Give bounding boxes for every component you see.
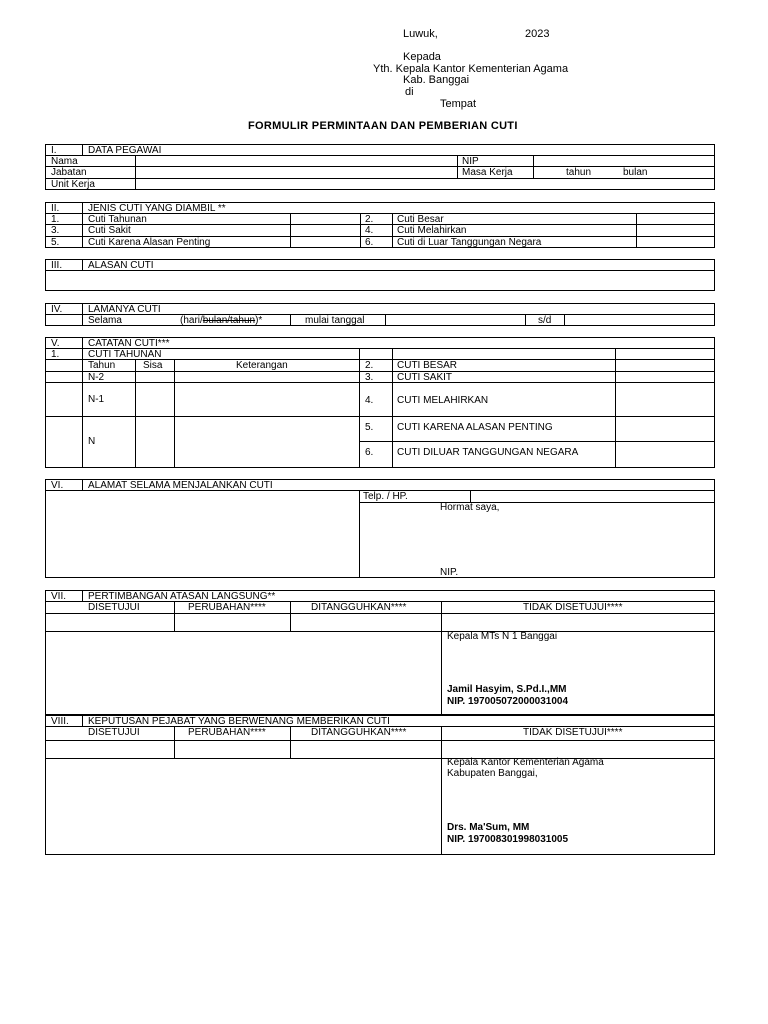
label-selama: Selama: [88, 315, 122, 326]
leave-type-label: Cuti Besar: [397, 214, 444, 225]
section-3-number: III.: [51, 260, 63, 271]
section-7-heading: PERTIMBANGAN ATASAN LANGSUNG**: [88, 591, 276, 602]
label-nama: Nama: [51, 156, 78, 167]
col-keterangan: Keterangan: [236, 360, 288, 371]
leave-type-label: Cuti Tahunan: [88, 214, 147, 225]
approver-nip: NIP. 197005072000031004: [447, 696, 569, 707]
leave-type-number: 2.: [365, 214, 374, 225]
section-2-heading: JENIS CUTI YANG DIAMBIL **: [88, 203, 226, 214]
official-name: Drs. Ma'Sum, MM: [447, 822, 530, 833]
section-4-heading: LAMANYA CUTI: [88, 304, 161, 315]
section-5-number: V.: [51, 338, 60, 349]
section-1-heading: DATA PEGAWAI: [88, 145, 162, 156]
label-telp: Telp. / HP.: [363, 491, 408, 502]
header-kepada: Kepada: [403, 51, 441, 63]
section-6-heading: ALAMAT SELAMA MENJALANKAN CUTI: [88, 480, 273, 491]
note-number: 6.: [365, 447, 374, 458]
section-4-number: IV.: [51, 304, 63, 315]
leave-type-number: 6.: [365, 237, 374, 248]
section-5-heading: CATATAN CUTI***: [88, 338, 170, 349]
note-label: CUTI MELAHIRKAN: [397, 395, 489, 406]
header-place: Luwuk,: [403, 28, 438, 40]
note-number: 4.: [365, 395, 374, 406]
row-year: N: [88, 436, 96, 447]
col-ditangguhkan: DITANGGUHKAN****: [311, 727, 407, 738]
col-sisa: Sisa: [143, 360, 163, 371]
note-number: 2.: [365, 360, 374, 371]
official-title-line1: Kepala Kantor Kementerian Agama: [447, 757, 604, 768]
section-8-heading: KEPUTUSAN PEJABAT YANG BERWENANG MEMBERIKAN CUTI: [88, 716, 390, 727]
label-nip: NIP: [462, 156, 479, 167]
header-year: 2023: [525, 28, 550, 40]
approver-title: Kepala MTs N 1 Banggai: [447, 631, 558, 642]
leave-type-number: 1.: [51, 214, 60, 225]
official-title-line2: Kabupaten Banggai,: [447, 768, 538, 779]
label-mulai-tanggal: mulai tanggal: [305, 315, 365, 326]
approver-name: Jamil Hasyim, S.Pd.I.,MM: [447, 684, 567, 695]
section-7-number: VII.: [51, 591, 67, 602]
label-hormat-saya: Hormat saya,: [440, 502, 500, 513]
section-6-number: VI.: [51, 480, 64, 491]
subsection-heading: CUTI TAHUNAN: [88, 349, 162, 360]
subsection-number: 1.: [51, 349, 60, 360]
label-sd: s/d: [538, 315, 552, 326]
note-number: 3.: [365, 372, 374, 383]
label-jabatan: Jabatan: [51, 167, 87, 178]
row-year: N-1: [88, 394, 105, 405]
note-number: 5.: [365, 422, 374, 433]
note-label: CUTI BESAR: [397, 360, 458, 371]
col-disetujui: DISETUJUI: [88, 602, 140, 613]
leave-type-number: 4.: [365, 225, 374, 236]
leave-type-label: Cuti Melahirkan: [397, 225, 467, 236]
col-tidak-disetujui: TIDAK DISETUJUI****: [523, 602, 623, 613]
duration-unit-close: )*: [255, 315, 263, 326]
leave-type-number: 3.: [51, 225, 60, 236]
leave-type-label: Cuti Karena Alasan Penting: [88, 237, 211, 248]
label-masa-kerja: Masa Kerja: [462, 167, 513, 178]
section-1-number: I.: [51, 145, 57, 156]
leave-type-label: Cuti Sakit: [88, 225, 131, 236]
section-3-heading: ALASAN CUTI: [88, 260, 154, 271]
leave-type-label: Cuti di Luar Tanggungan Negara: [397, 237, 542, 248]
note-label: CUTI KARENA ALASAN PENTING: [397, 422, 553, 433]
note-label: CUTI DILUAR TANGGUNGAN NEGARA: [397, 447, 579, 458]
section-2-number: II.: [51, 203, 60, 214]
col-disetujui: DISETUJUI: [88, 727, 140, 738]
label-unit-kerja: Unit Kerja: [51, 179, 95, 190]
col-perubahan: PERUBAHAN****: [188, 602, 266, 613]
header-tempat: Tempat: [440, 98, 477, 110]
duration-unit-struck: bulan/tahun: [202, 315, 256, 326]
label-tahun: tahun: [566, 167, 592, 178]
section-8-number: VIII.: [51, 716, 69, 727]
official-nip: NIP. 197008301998031005: [447, 834, 569, 845]
duration-unit: [180, 316, 262, 326]
header-kab: Kab. Banggai: [403, 74, 470, 86]
header-recipient: Yth. Kepala Kantor Kementerian Agama: [373, 63, 569, 75]
col-ditangguhkan: DITANGGUHKAN****: [311, 602, 407, 613]
header-di: di: [405, 86, 414, 98]
col-perubahan: PERUBAHAN****: [188, 727, 266, 738]
label-bulan: bulan: [623, 167, 648, 178]
note-label: CUTI SAKIT: [397, 372, 453, 383]
leave-type-number: 5.: [51, 237, 60, 248]
duration-unit-open: (hari/: [180, 315, 203, 326]
col-tidak-disetujui: TIDAK DISETUJUI****: [523, 727, 623, 738]
col-tahun: Tahun: [88, 360, 116, 371]
row-year: N-2: [88, 372, 105, 383]
label-applicant-nip: NIP.: [440, 567, 459, 578]
form-title: FORMULIR PERMINTAAN DAN PEMBERIAN CUTI: [248, 120, 518, 132]
